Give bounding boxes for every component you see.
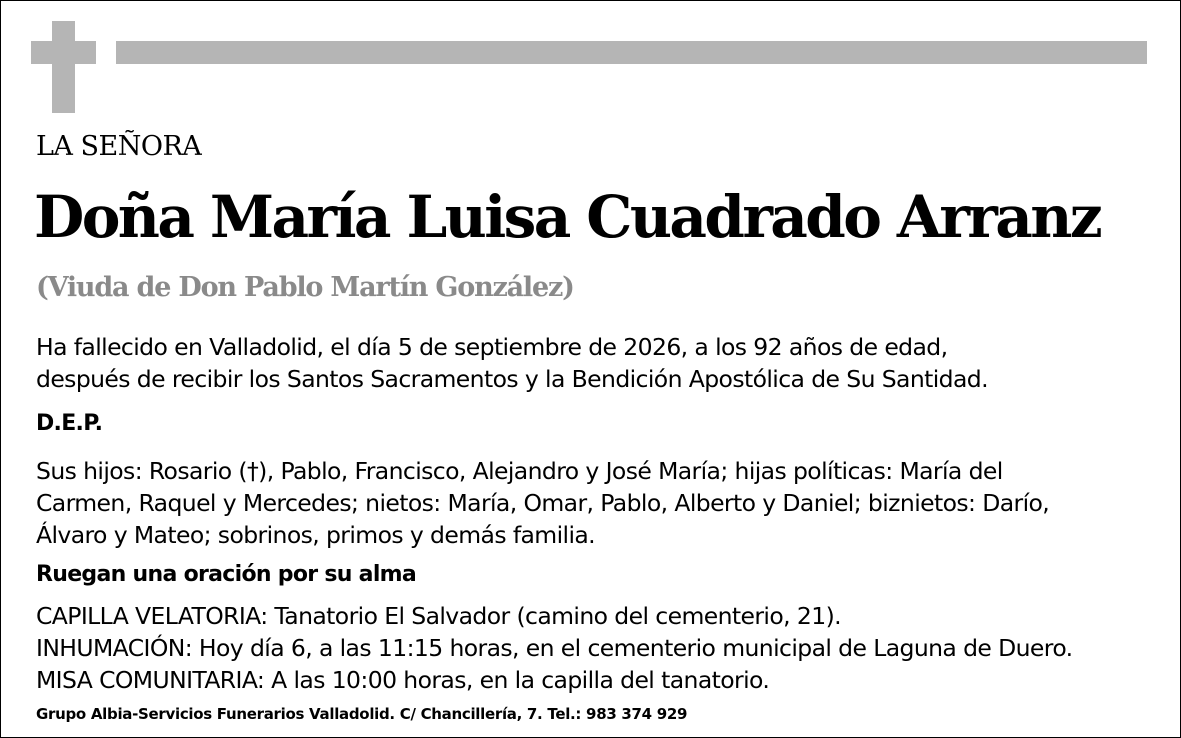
deceased-name: Doña María Luisa Cuadrado Arranz [34,183,1101,251]
service-line-chapel: CAPILLA VELATORIA: Tanatorio El Salvador (camino del cementerio, 21). [36,602,842,630]
family-list [36,455,1049,551]
family-line: Álvaro y Mateo; sobrinos, primos y demás familia. [36,521,596,549]
prayer-request: Ruegan una oración por su alma [36,562,417,587]
death-line: Ha fallecido en Valladolid, el día 5 de septiembre de 2026, a los 92 años de edad, [36,333,948,361]
cross-vertical-beam [52,21,75,113]
widow-of: (Viuda de Don Pablo Martín González) [36,272,574,303]
service-details [36,600,1073,696]
honorific: LA SEÑORA [36,131,202,162]
rip-label: D.E.P. [36,411,103,436]
service-line-burial: INHUMACIÓN: Hoy día 6, a las 11:15 horas, en el cementerio municipal de Laguna de Duero. [36,634,1073,662]
cross-horizontal-beam [31,41,96,64]
family-line: Sus hijos: Rosario (†), Pablo, Francisco, Alejandro y José María; hijas políticas: María del [36,457,1003,485]
header-bar [116,41,1147,64]
funeral-home-footer: Grupo Albia-Servicios Funerarios Valladolid. C/ Chancillería, 7. Tel.: 983 374 929 [36,705,688,723]
family-line: Carmen, Raquel y Mercedes; nietos: María, Omar, Pablo, Alberto y Daniel; biznietos: Darío, [36,489,1050,517]
death-line: después de recibir los Santos Sacramentos y la Bendición Apostólica de Su Santidad. [36,365,988,393]
death-announcement [36,331,988,395]
service-line-mass: MISA COMUNITARIA: A las 10:00 horas, en la capilla del tanatorio. [36,666,770,694]
